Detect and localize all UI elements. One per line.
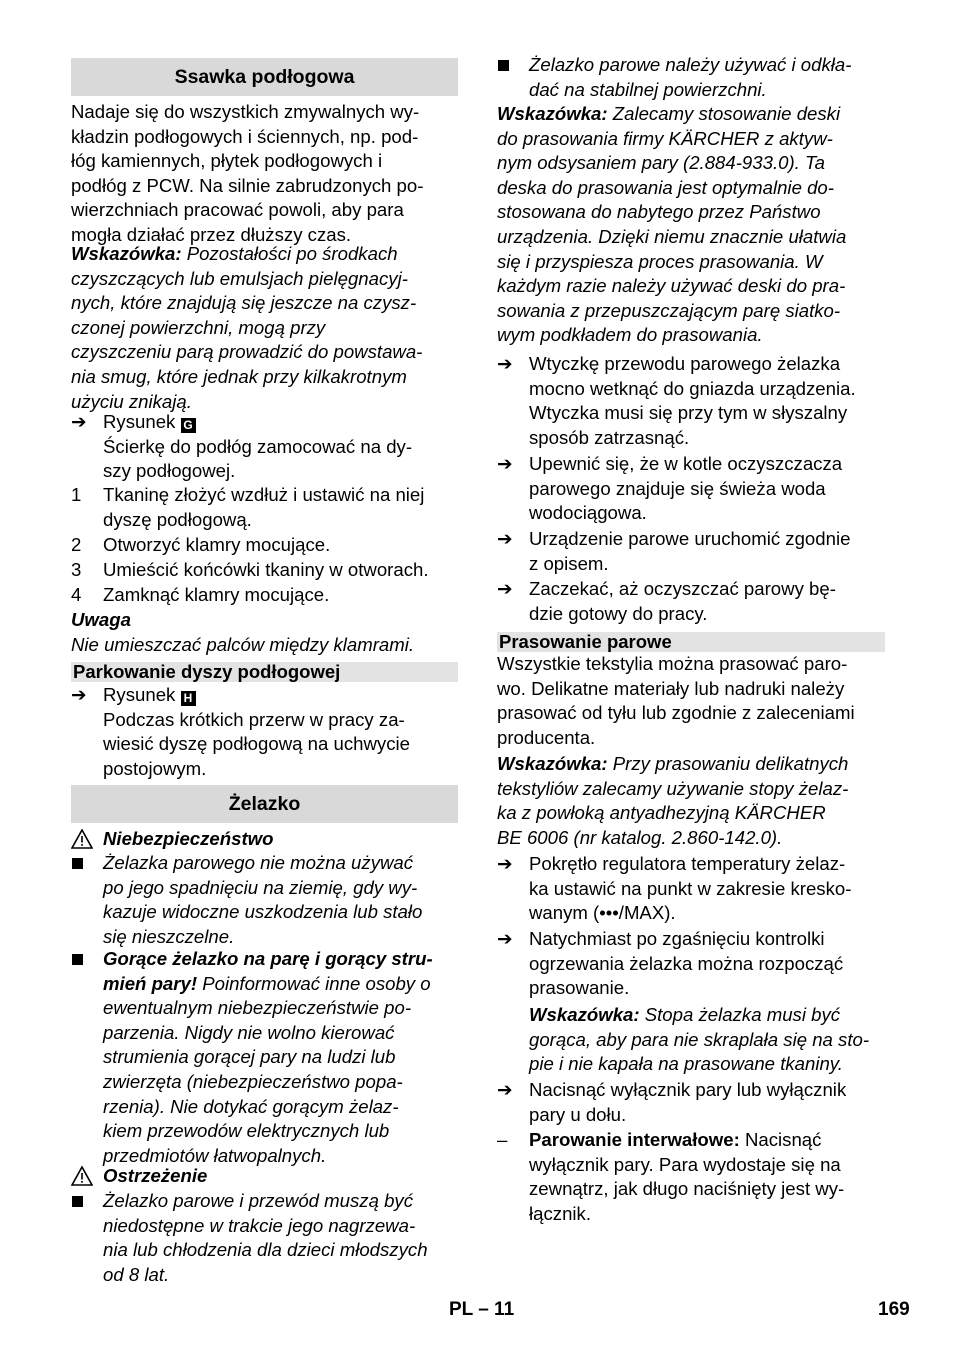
square-bullet-icon [71,851,99,876]
section-heading-iron: Żelazko [71,785,458,823]
footer-page-number: 169 [878,1299,910,1320]
note-label: Wskazówka: [497,103,608,124]
instruction-text: Urządzenie parowe uruchomić zgodnie z opisem. [529,528,851,574]
figure-ref-item [71,410,458,484]
steam-ironing-note [497,752,885,850]
arrow-icon: ➔ [497,1079,513,1100]
step-item [71,483,458,532]
instruction-text: Zaczekać, aż oczyszczać parowy bę- dzie gotowy do pracy. [529,578,836,624]
steam-ironing-paragraph: Wszystkie tekstylia można prasować paro- wo. Delikatne materiały lub nadruki należy prasować od tyłu lub zgodnie z zaleceniami producenta. [497,653,855,748]
step-item [71,583,458,608]
bullet-text: Żelazko parowe należy używać i odkła- dać na stabilnej powierzchni. [529,54,852,100]
figure-g-icon: G [181,418,196,433]
danger-label: Niebezpieczeństwo [103,828,274,849]
caution-text: Nie umieszczać palców między klamrami. [71,634,415,655]
note-text: Zalecamy stosowanie deski do prasowania firmy KÄRCHER z aktyw- nym odsysaniem pary (2.884-933.0). Ta deska do prasowania jest optymalnie do- stosowana do nabytego przez Państwo urządzenia. Dzięki niemu znacznie ułatwia się i przyspiesza proces prasowania. W każdym razie należy używać deski do pra- sowania z przepuszczającym parę siatko- wym podkładem do prasowania. [497,103,847,346]
instruction-text: Pokrętło regulatora temperatury żelaz- ka ustawić na punkt w zakresie kresko- wanym (•••/MAX). [529,853,852,924]
arrow-icon: ➔ [497,928,513,949]
arrow-icon: ➔ [497,453,513,474]
figure-label: Rysunek [103,411,176,432]
square-bullet-icon [497,53,525,78]
bullet-text [103,947,458,1168]
square-bullet-icon [71,1189,99,1214]
bullet-item [71,851,458,949]
instruction-text: Wtyczkę przewodu parowego żelazka mocno wetknąć do gniazda urządzenia. Wtyczka musi się przy tym w słyszalny sposób zatrzasnąć. [529,353,856,448]
instruction-item [497,527,885,576]
step-text: Umieścić końcówki tkaniny w otworach. [103,559,429,580]
danger-emphasis: Gorące żelazko na parę i gorący stru- mień pary! [103,948,433,994]
instruction-item [497,852,885,926]
footer-lang-page: PL – 11 [449,1299,515,1320]
step-number: 4 [71,584,82,605]
bullet-item [71,947,458,1168]
bullet-item [71,1189,458,1287]
ironing-board-note [497,102,885,348]
interval-steam-text: Nacisnąć wyłącznik pary. Para wydostaje się na zewnątrz, jak długo naciśnięty jest wy- łącznik. [529,1129,845,1224]
step-text: Tkaninę złożyć wzdłuż i ustawić na niej dyszę podłogową. [103,484,425,530]
interval-steam-label: Parowanie interwałowe: [529,1129,740,1150]
note-label: Wskazówka: [529,1004,640,1025]
instruction-text: Nacisnąć wyłącznik pary lub wyłącznik pary u dołu. [529,1079,847,1125]
figure-ref-item [71,683,458,781]
floor-nozzle-note [71,242,458,414]
square-bullet-icon [71,947,99,972]
step-text: Otworzyć klamry mocujące. [103,534,331,555]
figure-h-icon: H [181,691,196,706]
step-number: 2 [71,534,82,555]
arrow-icon: ➔ [497,578,513,599]
dash-text [529,1128,885,1226]
note-text: Pozostałości po środkach czyszczących lub emulsjach pielęgnacyj- nych, które znajdują się jeszcze na czysz- czonej powierzchni, mogą przy czyszczeniu parą prowadzić do powstawa- nia smug, które jednak przy kilkakrotnym użyciu znikają. [71,243,423,412]
arrow-icon: ➔ [71,684,87,705]
step-item [71,558,458,583]
heating-note [529,1003,885,1077]
warning-label: Ostrzeżenie [103,1165,208,1186]
figure-ref-text [103,683,458,781]
arrow-icon: ➔ [497,528,513,549]
instruction-text: Upewnić się, że w kotle oczyszczacza parowego znajduje się świeża woda wodociągowa. [529,453,843,524]
danger-detail: Poinformować inne osoby o ewentualnym niebezpieczeństwie po- parzenia. Nigdy nie wolno kierować strumienia gorącej pary na ludzi lub zwierzęta (niebezpieczeństwo popa- rzenia). Nie dotykać gorącym żelaz- kiem przewodów elektrycznych lub przedmiotów łatwopalnych. [103,972,431,1166]
floor-nozzle-paragraph: Nadaje się do wszystkich zmywalnych wy- kładzin podłogowych i ściennych, np. pod- łóg kamiennych, płytek podłogowych i podłóg z PCW. Na silnie zabrudzonych po- wierzchniach pracować powoli, aby para mogła działać przez dłuższy czas. [71,101,424,245]
arrow-icon: ➔ [71,411,87,432]
instruction-text: Natychmiast po zgaśnięciu kontrolki ogrzewania żelazka można rozpocząć prasowanie. [529,928,844,999]
instruction-item [497,352,885,450]
warning-heading [71,1164,458,1189]
dash-item [497,1128,885,1226]
section-heading-floor-nozzle: Ssawka podłogowa [71,58,458,96]
arrow-icon: ➔ [497,853,513,874]
note-text: Przy prasowaniu delikatnych tekstyliów zalecamy używanie stopy żelaz- ka z powłoką antyadhezyjną KÄRCHER BE 6006 (nr katalog. 2.860-142.0). [497,753,849,848]
step-number: 1 [71,484,82,505]
figure-label: Rysunek [103,684,176,705]
step-item [71,533,458,558]
step-text: Zamknąć klamry mocujące. [103,584,330,605]
dash-bullet-icon: – [497,1129,508,1150]
note-text: Stopa żelazka musi być gorąca, aby para nie skraplała się na sto- pie i nie kapała na prasowane tkaniny. [529,1004,870,1075]
arrow-icon: ➔ [497,353,513,374]
instruction-item [497,927,885,1001]
section-heading-steam-ironing: Prasowanie parowe [497,632,885,652]
danger-heading [71,827,458,852]
instruction-item [497,577,885,626]
bullet-item [497,53,885,102]
step-number: 3 [71,559,82,580]
figure-ref-text [103,410,458,484]
bullet-text: Żelazka parowego nie można używać po jego spadnięciu na ziemię, gdy wy- kazuje widoczne uszkodzenia lub stało się nieszczelne. [103,852,423,947]
caution-label: Uwaga [71,609,131,630]
note-label: Wskazówka: [71,243,182,264]
note-label: Wskazówka: [497,753,608,774]
instruction-item [497,1078,885,1127]
section-heading-parking: Parkowanie dyszy podłogowej [71,662,458,682]
bullet-text: Żelazko parowe i przewód muszą być niedostępne w trakcie jego nagrzewa- nia lub chłodzenia dla dzieci młodszych od 8 lat. [103,1190,428,1285]
instruction-item [497,452,885,526]
figure-instruction: Podczas krótkich przerw w pracy za- wiesić dyszę podłogową na uchwycie postojowym. [103,708,410,779]
figure-instruction: Ścierkę do podłóg zamocować na dy- szy podłogowej. [103,435,413,482]
